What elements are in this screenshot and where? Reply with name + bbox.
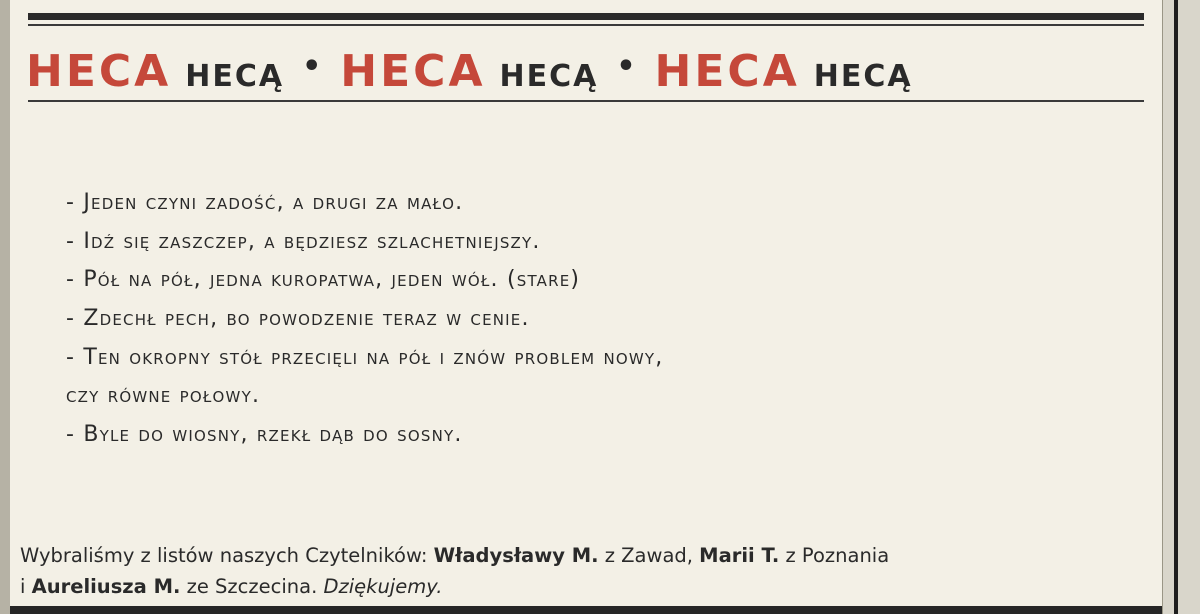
thanks-text: Dziękujemy. [323, 575, 443, 598]
reader-place-2: z Poznania [785, 544, 890, 567]
reader-name-3: Aureliusza M. [31, 575, 181, 598]
heading-bullet-2: • [616, 49, 637, 84]
heading-small-3: HECĄ [813, 59, 913, 94]
reader-place-3: ze Szczecina. [186, 575, 318, 598]
saying-line: - Ten okropny stół przecięli na pół i znów problem nowy, [66, 344, 664, 370]
top-rule-thick [28, 13, 1144, 20]
credits-line-1 [20, 540, 1150, 571]
credits-conjunction: i [20, 575, 26, 598]
saying-line: - Byle do wiosny, rzekł dąb do sosny. [66, 422, 463, 448]
background-column [1163, 0, 1200, 614]
heading-big-2: HECA [340, 46, 486, 97]
heading-bullet-1: • [302, 49, 323, 84]
credits-line-2 [20, 571, 1150, 602]
credits-footer [20, 540, 1150, 602]
heading-rule [28, 100, 1144, 102]
saying-line: - Idź się zaszczep, a będziesz szlachetniejszy. [66, 228, 541, 254]
heading-small-1: HECĄ [185, 59, 285, 94]
top-rule-thin [28, 24, 1144, 26]
section-heading [26, 46, 1146, 98]
bottom-rule [10, 606, 1162, 614]
sayings-list [66, 184, 1066, 455]
heading-big-3: HECA [654, 46, 800, 97]
credits-intro: Wybraliśmy z listów naszych Czytelników: [20, 544, 428, 567]
saying-line: - Zdechł pech, bo powodzenie teraz w cenie. [66, 306, 530, 332]
reader-name-1: Władysławy M. [433, 544, 599, 567]
reader-place-1: z Zawad, [604, 544, 693, 567]
heading-big-1: HECA [26, 46, 172, 97]
reader-name-2: Marii T. [699, 544, 780, 567]
left-page-edge [0, 0, 10, 614]
heading-small-2: HECĄ [499, 59, 599, 94]
saying-line: - Pół na pół, jedna kuropatwa, jeden wół. (stare) [66, 267, 581, 293]
saying-line: czy równe połowy. [66, 383, 261, 409]
saying-line: - Jeden czyni zadość, a drugi za mało. [66, 190, 464, 215]
column-rule [1174, 0, 1178, 614]
